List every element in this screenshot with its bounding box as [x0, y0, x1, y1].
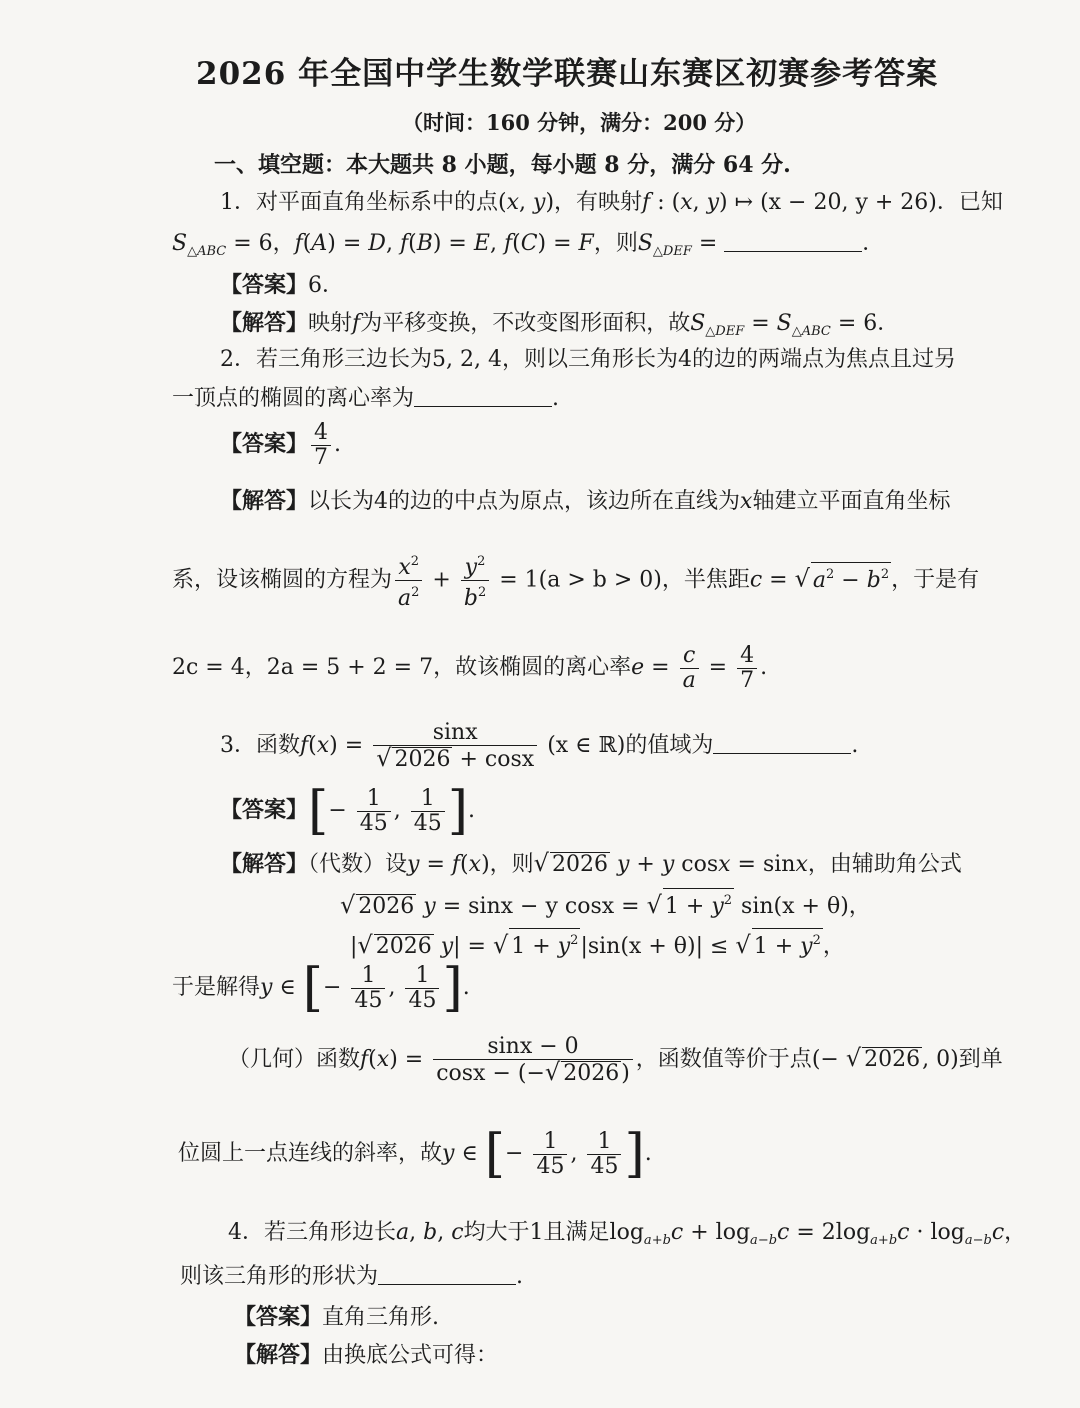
q1-solution: 【解答】映射f为平移变换，不改变图形面积，故$S_{\triangle DEF} = S_{\triangle ABC} = 6$．	[220, 310, 900, 339]
q3-equation-1: √ 2026 y = sinx − y cosx = √ $1 + y^2$ sin(x + θ)，	[340, 888, 871, 922]
q1-answer-blank	[724, 231, 862, 252]
page-title: 2026 年全国中学生数学联赛山东赛区初赛参考答案	[196, 56, 939, 92]
q2-solution-line-1: 【解答】以长为4的边的中点为原点，该边所在直线为x轴建立平面直角坐标	[220, 488, 951, 514]
q4-solution: 【解答】由换底公式可得：	[234, 1342, 499, 1368]
q1-line-2: $S_{\triangle ABC} = 6$，f(A) = D, f(B) = E, f(C) = F，则$S_{\triangle DEF}$ = ．	[172, 231, 885, 259]
q3-answer-blank	[713, 733, 851, 754]
page-subtitle: （时间：160 分钟，满分：200 分）	[402, 110, 757, 135]
q3-equation-2: |√ 2026 y| = √ $1 + y^2|\sin(x + \theta)|$ ≤ √ $1 + y^2$，	[350, 928, 845, 962]
q1-answer: 【答案】6．	[220, 272, 345, 298]
q4-answer: 【答案】直角三角形.	[234, 1304, 440, 1330]
q3-solution-geometry: （几何）函数f(x) = $\frac{\sin x - 0}{\cos x - (-√ 2026)}$ ，函数值等价于点(− √ 2026, 0)到单	[228, 1033, 1003, 1086]
q2-answer: 【答案】 $\frac{4}{7}$ .	[220, 419, 342, 470]
q4-answer-blank	[378, 1264, 516, 1285]
q2-answer-blank	[414, 386, 552, 407]
q3-algebra-result: 于是解得y ∈ [− $\frac{1}{45}$ , $\frac{1}{45}$ ].	[172, 958, 470, 1018]
section-heading: 一、填空题：本大题共 8 小题，每小题 8 分，满分 64 分.	[214, 152, 791, 178]
q1-line-1: 1．对平面直角坐标系中的点(x, y)，有映射f : (x, y) ↦ (x − 20, y + 26)．已知	[220, 190, 1003, 215]
q3-answer: 【答案】[− $\frac{1}{45}$ , $\frac{1}{45}$ ].	[220, 781, 476, 841]
q4-line-2: 则该三角形的形状为 .	[180, 1264, 524, 1289]
q3-solution-algebra: 【解答】（代数）设y = f(x)，则√ 2026 y + y cosx = sinx，由辅助角公式	[220, 849, 962, 877]
q2-line-2: 一顶点的椭圆的离心率为 .	[172, 386, 560, 411]
q4-line-1: 4．若三角形边长a, b, c均大于1且满足$\log_{a+b}c + \log_{a-b}c = 2\log_{a+b}c \cdot \log_{a-b}c$，	[228, 1220, 1027, 1248]
q2-line-1: 2．若三角形三边长为5, 2, 4，则以三角形长为4的边的两端点为焦点且过另	[220, 347, 956, 372]
q2-solution-line-2: 系，设该椭圆的方程为 $\frac{x^2}{a^2}$ + $\frac{y^2}{b^2}$ = 1(a > b > 0)，半焦距c = √ $a^2 - b^2$，于是有	[172, 550, 979, 611]
q3-geometry-result: 位圆上一点连线的斜率，故y ∈ [− $\frac{1}{45}$ , $\frac{1}{45}$ ].	[178, 1124, 652, 1184]
q3-line-1: 3．函数f(x) = $\frac{\sin x}{√ 2026 + \cos x}$ (x ∈ ℝ)的值域为 .	[220, 719, 859, 772]
q2-solution-line-3: 2c = 4，2a = 5 + 2 = 7，故该椭圆的离心率e = $\frac{c}{a}$ = $\frac{4}{7}$ .	[172, 642, 768, 693]
